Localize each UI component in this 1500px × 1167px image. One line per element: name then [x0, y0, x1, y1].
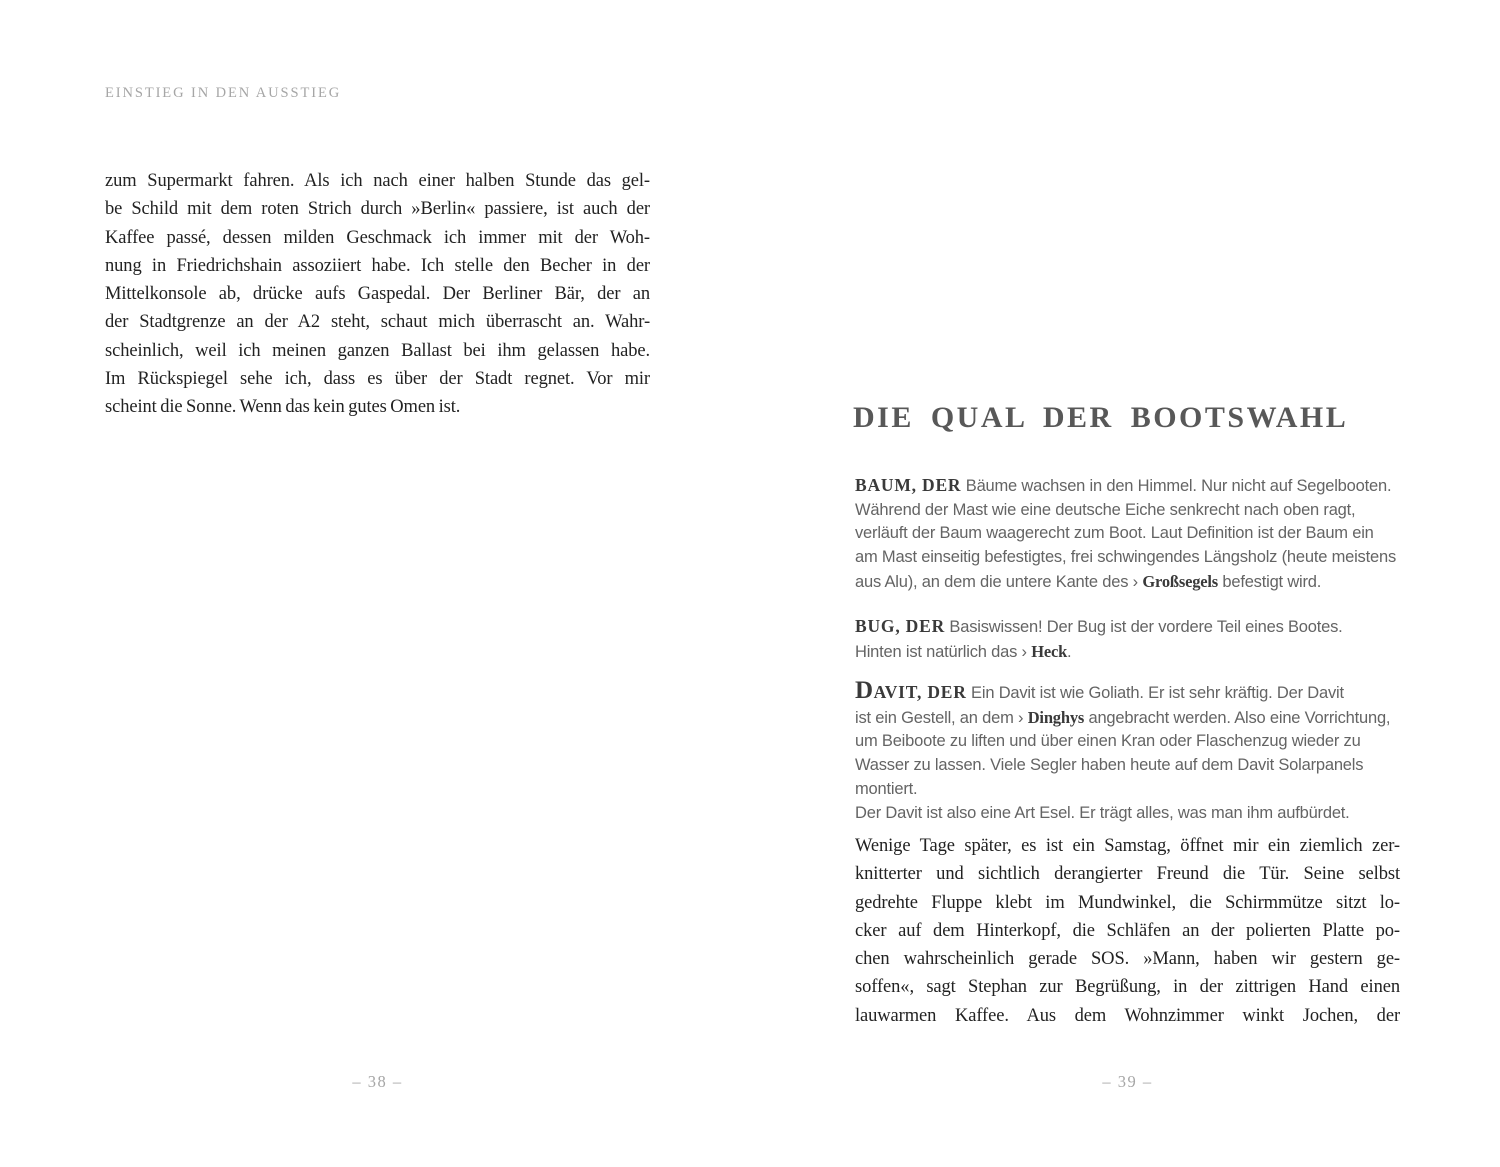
- entry-term: BAUM, DER: [855, 475, 962, 495]
- page-number-right: – 39 –: [1102, 1072, 1153, 1091]
- text-line: [855, 640, 1420, 665]
- text-line: be Schild mit dem roten Strich durch »Berlin« passiere, ist auch der: [105, 199, 650, 220]
- entry-text: .: [1067, 642, 1072, 661]
- text-line: zum Supermarkt fahren. Als ich nach einer halben Stunde das gel-: [105, 171, 650, 191]
- entry-text: Während der Mast wie eine deutsche Eiche senkrecht nach oben ragt,: [855, 500, 1356, 519]
- cross-reference: Heck: [1031, 641, 1068, 661]
- text-line: Wenige Tage später, es ist ein Samstag, öffnet mir ein ziemlich zer-: [855, 836, 1400, 856]
- entry-term: AVIT, DER: [873, 682, 967, 702]
- text-line: Im Rückspiegel sehe ich, dass es über der Stadt regnet. Vor mir: [105, 369, 650, 390]
- cross-reference: Dinghys: [1027, 707, 1085, 727]
- text-line: nung in Friedrichshain assoziiert habe. Ich stelle den Becher in der: [105, 255, 650, 276]
- dictionary-entry-davit: [855, 679, 1420, 825]
- text-line: [855, 474, 1420, 499]
- text-line: [855, 570, 1420, 595]
- entry-term: BUG, DER: [855, 616, 946, 636]
- text-line: der Stadtgrenze an der A2 steht, schaut mich überrascht an. Wahr-: [105, 312, 650, 333]
- text-line: [855, 499, 1420, 523]
- entry-text: ist ein Gestell, an dem ›: [855, 708, 1028, 727]
- entry-text: am Mast einseitig befestigtes, frei schwingendes Längsholz (heute meistens: [855, 548, 1396, 567]
- text-line: soffen«, sagt Stephan zur Begrüßung, in der zittrigen Hand einen: [855, 977, 1400, 998]
- text-line: [855, 754, 1420, 801]
- entry-text: aus Alu), an dem die untere Kante des ›: [855, 572, 1143, 591]
- text-line: chen wahrscheinlich gerade SOS. »Mann, haben wir gestern ge-: [855, 949, 1400, 970]
- text-line: [855, 706, 1420, 731]
- right-body-paragraph: [855, 832, 1400, 1030]
- text-line: [855, 802, 1420, 826]
- dictionary-entry-baum: [855, 474, 1420, 595]
- left-body-paragraph: [105, 167, 650, 422]
- entry-text: um Beiboote zu liften und über einen Kran oder Flaschenzug wieder zu: [855, 732, 1361, 751]
- text-line: knitterter und sichtlich derangierter Freund die Tür. Seine selbst: [855, 864, 1400, 885]
- text-line: [855, 546, 1420, 570]
- page-number-left: – 38 –: [352, 1072, 403, 1091]
- text-line: [855, 730, 1420, 754]
- entry-text: befestigt wird.: [1217, 572, 1322, 591]
- entry-text: Der Davit ist also eine Art Esel. Er trägt alles, was man ihm aufbürdet.: [855, 803, 1350, 822]
- text-line: [855, 522, 1420, 546]
- cross-reference: Großsegels: [1142, 571, 1218, 591]
- entry-text: Wasser zu lassen. Viele Segler haben heute auf dem Davit Solarpanels montiert.: [855, 756, 1364, 798]
- dictionary-entry-bug: [855, 615, 1420, 664]
- text-line: cker auf dem Hinterkopf, die Schläfen an der polierten Platte po-: [855, 920, 1400, 941]
- entry-text: Ein Davit ist wie Goliath. Er ist sehr kräftig. Der Davit: [966, 684, 1344, 702]
- chapter-heading: DIE QUAL DER BOOTSWAHL: [853, 401, 1349, 434]
- running-header: EINSTIEG IN DEN AUSSTIEG: [105, 85, 342, 101]
- text-line: scheinlich, weil ich meinen ganzen Ballast bei ihm gelassen habe.: [105, 340, 650, 361]
- entry-text: verläuft der Baum waagerecht zum Boot. Laut Definition ist der Baum ein: [855, 524, 1374, 543]
- entry-text: angebracht werden. Also eine Vorrichtung,: [1084, 708, 1391, 727]
- text-line: lauwarmen Kaffee. Aus dem Wohnzimmer winkt Jochen, der: [855, 1005, 1400, 1026]
- entry-term: D: [855, 677, 874, 704]
- entry-text: Basiswissen! Der Bug ist der vordere Teil eines Bootes.: [945, 618, 1343, 636]
- entry-text: Bäume wachsen in den Himmel. Nur nicht auf Segelbooten.: [961, 477, 1392, 495]
- text-line: [855, 615, 1420, 640]
- text-line: Kaffee passé, dessen milden Geschmack ich immer mit der Woh-: [105, 227, 650, 248]
- text-line: [855, 679, 1420, 706]
- entry-text: Hinten ist natürlich das ›: [855, 642, 1032, 661]
- text-line: Mittelkonsole ab, drücke aufs Gaspedal. Der Berliner Bär, der an: [105, 284, 650, 305]
- text-line: scheint die Sonne. Wenn das kein gutes Omen ist.: [105, 397, 461, 418]
- text-line: gedrehte Fluppe klebt im Mundwinkel, die Schirmmütze sitzt lo-: [855, 892, 1400, 913]
